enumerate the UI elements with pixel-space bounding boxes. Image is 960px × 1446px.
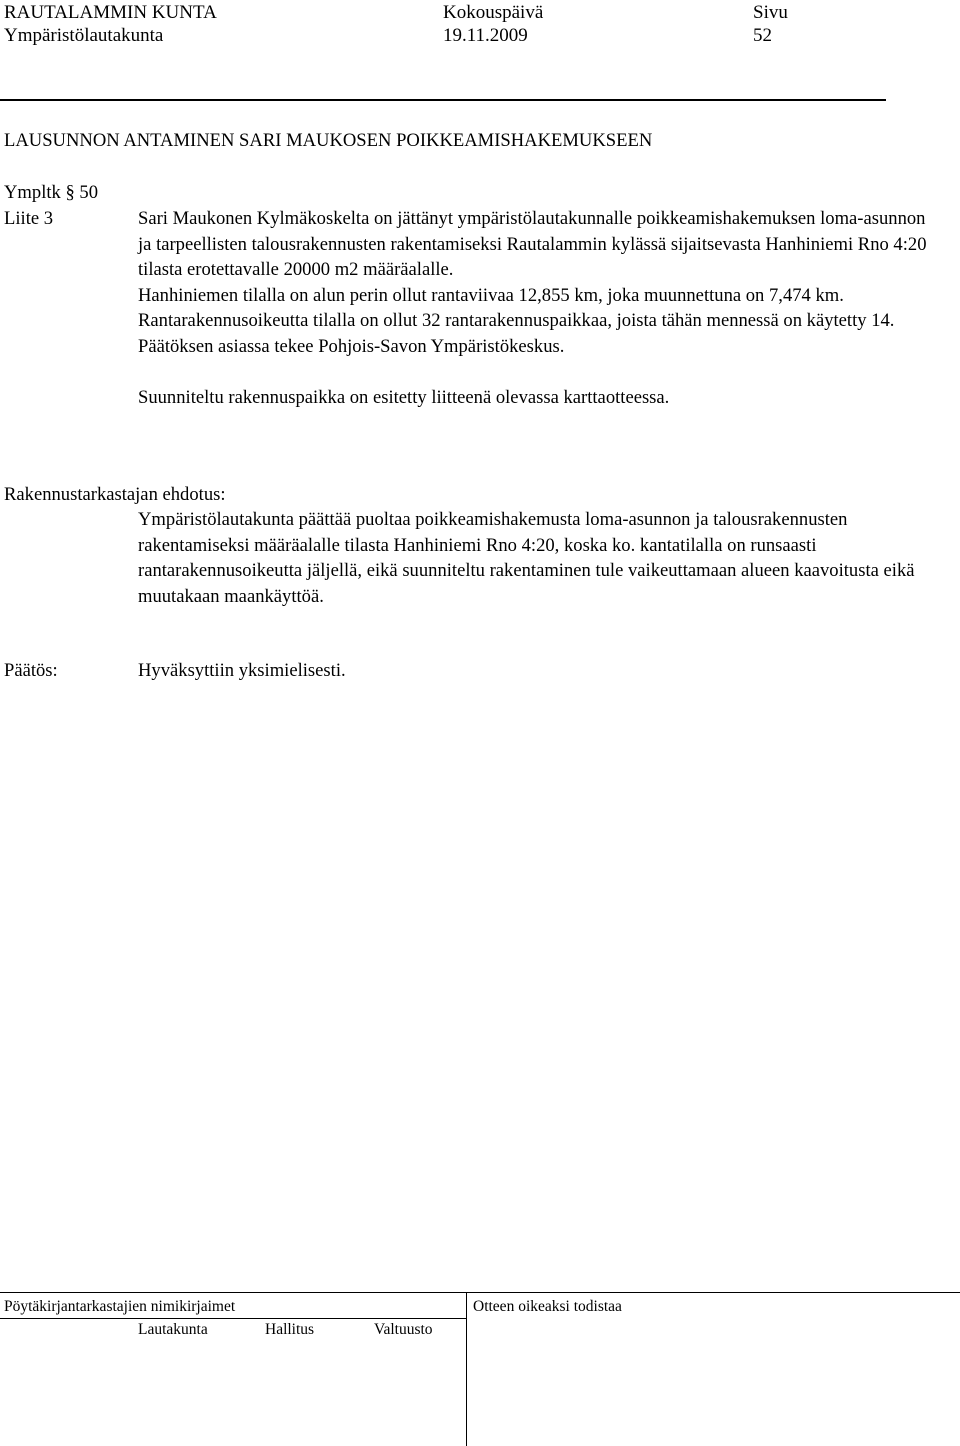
footer-rule-top: [0, 1292, 960, 1293]
description-paragraph: Suunniteltu rakennuspaikka on esitetty liitteenä olevassa karttaotteessa.: [138, 386, 670, 408]
page-label: Sivu: [753, 2, 788, 23]
council-body-lautakunta: Lautakunta: [138, 1321, 208, 1338]
decision-label: Päätös:: [4, 660, 58, 681]
decision-text: Hyväksyttiin yksimielisesti.: [138, 660, 346, 681]
header-rule: [0, 99, 886, 101]
meeting-date: 19.11.2009: [443, 25, 528, 46]
signatures-label: Pöytäkirjantarkastajien nimikirjaimet: [4, 1298, 236, 1315]
description-paragraph: Hanhiniemen tilalla on alun perin ollut rantaviivaa 12,855 km, joka muunnettuna on 7,474 km. Rantarakennusoikeutta tilalla on ollut 32 rantarakennuspaikkaa, joista tähän mennessä on käytetty 14.: [138, 284, 895, 332]
attachment-reference: Liite 3: [4, 208, 54, 229]
page-number: 52: [753, 25, 772, 46]
proposal-label: Rakennustarkastajan ehdotus:: [4, 484, 226, 505]
committee-name: Ympäristölautakunta: [4, 25, 164, 46]
agenda-item-number: Ympltk § 50: [4, 182, 99, 203]
proposal-text: [138, 507, 938, 609]
council-body-hallitus: Hallitus: [265, 1321, 315, 1338]
footer-rule-inner: [0, 1318, 466, 1319]
case-description: [138, 206, 938, 410]
footer-column-divider: [466, 1292, 467, 1446]
description-paragraph: Sari Maukonen Kylmäkoskelta on jättänyt ympäristölautakunnalle poikkeamishakemuksen loma-asunnon ja tarpeellisten talousrakennusten rakentamiseksi Rautalammin kylässä sijaitsevasta Hanhiniemi Rno 4:20 tilasta erotettavalle 20000 m2 määräalalle.: [138, 208, 927, 281]
section-title: LAUSUNNON ANTAMINEN SARI MAUKOSEN POIKKEAMISHAKEMUKSEEN: [4, 130, 653, 151]
council-body-valtuusto: Valtuusto: [374, 1321, 433, 1338]
certified-copy-label: Otteen oikeaksi todistaa: [473, 1298, 622, 1315]
organization-name: RAUTALAMMIN KUNTA: [4, 2, 217, 23]
meeting-date-label: Kokouspäivä: [443, 2, 544, 23]
description-paragraph: Päätöksen asiassa tekee Pohjois-Savon Ympäristökeskus.: [138, 335, 565, 357]
proposal-paragraph: Ympäristölautakunta päättää puoltaa poikkeamishakemusta loma-asunnon ja talousrakennusten rakentamiseksi määräalalle tilasta Hanhiniemi Rno 4:20, koska ko. kantatilalla on runsaasti rantarakennusoikeutta jäljellä, eikä suunniteltu rakentaminen tule vaikeuttamaan alueen kaavoitusta eikä muutakaan maankäyttöä.: [138, 509, 915, 607]
